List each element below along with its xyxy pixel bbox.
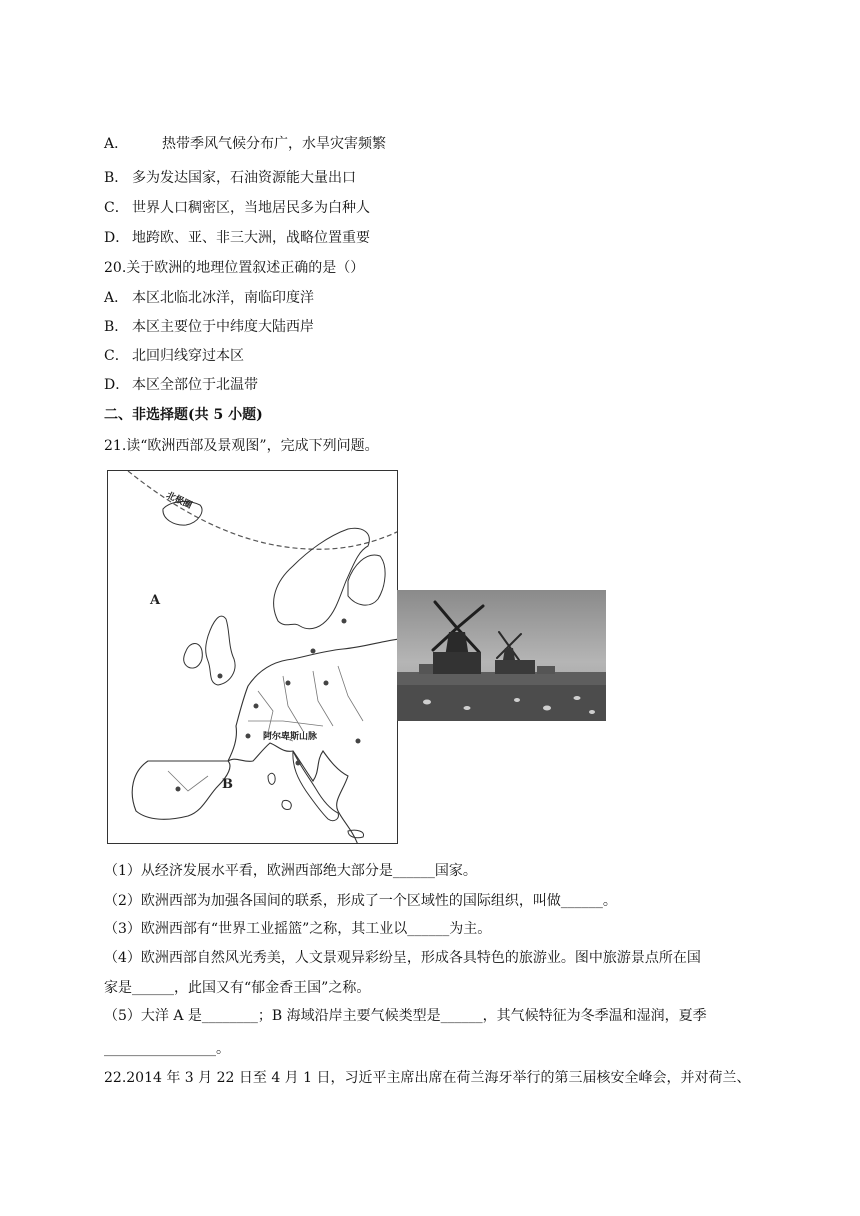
option-text: 地跨欧、亚、非三大洲，战略位置重要 xyxy=(132,230,370,246)
option-letter: D． xyxy=(104,230,130,246)
ocean-a-label: A xyxy=(150,593,161,608)
option-text: 热带季风气候分布广，水旱灾害频繁 xyxy=(162,136,386,152)
q21-sub-4-cont: 家是______，此国又有“郁金香王国”之称。 xyxy=(104,980,371,996)
sea-b-label: B xyxy=(222,777,233,792)
q21-sub-3: （3）欧洲西部有“世界工业摇篮”之称，其工业以______为主。 xyxy=(104,921,492,937)
finland-shape xyxy=(348,555,385,605)
option-letter: C． xyxy=(104,348,129,364)
arctic-circle-line xyxy=(128,471,398,549)
arctic-circle-label: 北极圈 xyxy=(164,490,194,512)
q19-option-b xyxy=(104,168,356,188)
option-text: 世界人口稠密区，当地居民多为白种人 xyxy=(132,200,370,216)
q21-sub-1: （1）从经济发展水平看，欧洲西部绝大部分是______国家。 xyxy=(104,863,477,879)
windmill-photo xyxy=(397,590,606,721)
q21-sub-5-cont: ________________。 xyxy=(104,1041,230,1057)
q19-option-c xyxy=(104,198,370,218)
option-letter: D． xyxy=(104,377,130,393)
option-text: 本区全部位于北温带 xyxy=(132,377,258,393)
q20-option-c xyxy=(104,346,244,366)
q20-option-b xyxy=(104,317,314,337)
option-letter: A． xyxy=(104,290,129,306)
q21-sub-5: （5）大洋 A 是________；B 海域沿岸主要气候类型是______，其气候特征为冬季温和湿润，夏季 xyxy=(104,1008,707,1024)
ireland-shape xyxy=(184,644,203,669)
europe-map-drawing xyxy=(108,471,398,844)
q20-option-a xyxy=(104,288,314,308)
option-text: 本区北临北冰洋，南临印度洋 xyxy=(132,290,314,306)
q21-sub-4: （4）欧洲西部自然风光秀美，人文景观异彩纷呈，形成各具特色的旅游业。图中旅游景点所在国 xyxy=(104,950,701,966)
q21-sub-2: （2）欧洲西部为加强各国间的联系，形成了一个区域性的国际组织，叫做______。 xyxy=(104,893,617,909)
section-title: 二、非选择题(共 5 小题) xyxy=(104,407,263,423)
option-letter: C． xyxy=(104,200,129,216)
option-text: 多为发达国家，石油资源能大量出口 xyxy=(132,170,356,186)
q21-stem: 21.读“欧洲西部及景观图”，完成下列问题。 xyxy=(104,438,379,454)
q19-option-d xyxy=(104,228,370,248)
q20-option-d xyxy=(104,375,258,395)
europe-map xyxy=(107,470,398,844)
q20-stem: 20.关于欧洲的地理位置叙述正确的是（） xyxy=(104,260,365,276)
option-text: 北回归线穿过本区 xyxy=(132,348,244,364)
scandinavia-shape xyxy=(274,528,370,628)
option-letter: B． xyxy=(104,170,129,186)
option-text: 本区主要位于中纬度大陆西岸 xyxy=(132,319,314,335)
q22-stem: 22.2014 年 3 月 22 日至 4 月 1 日，习近平主席出席在荷兰海牙举行的第三届核安全峰会，并对荷兰、 xyxy=(104,1070,751,1086)
option-letter: B． xyxy=(104,319,129,335)
windmill-illustration xyxy=(397,590,606,721)
option-letter: A． xyxy=(104,136,129,152)
alps-label: 阿尔卑斯山脉 xyxy=(263,732,318,742)
q19-option-a xyxy=(104,134,386,154)
